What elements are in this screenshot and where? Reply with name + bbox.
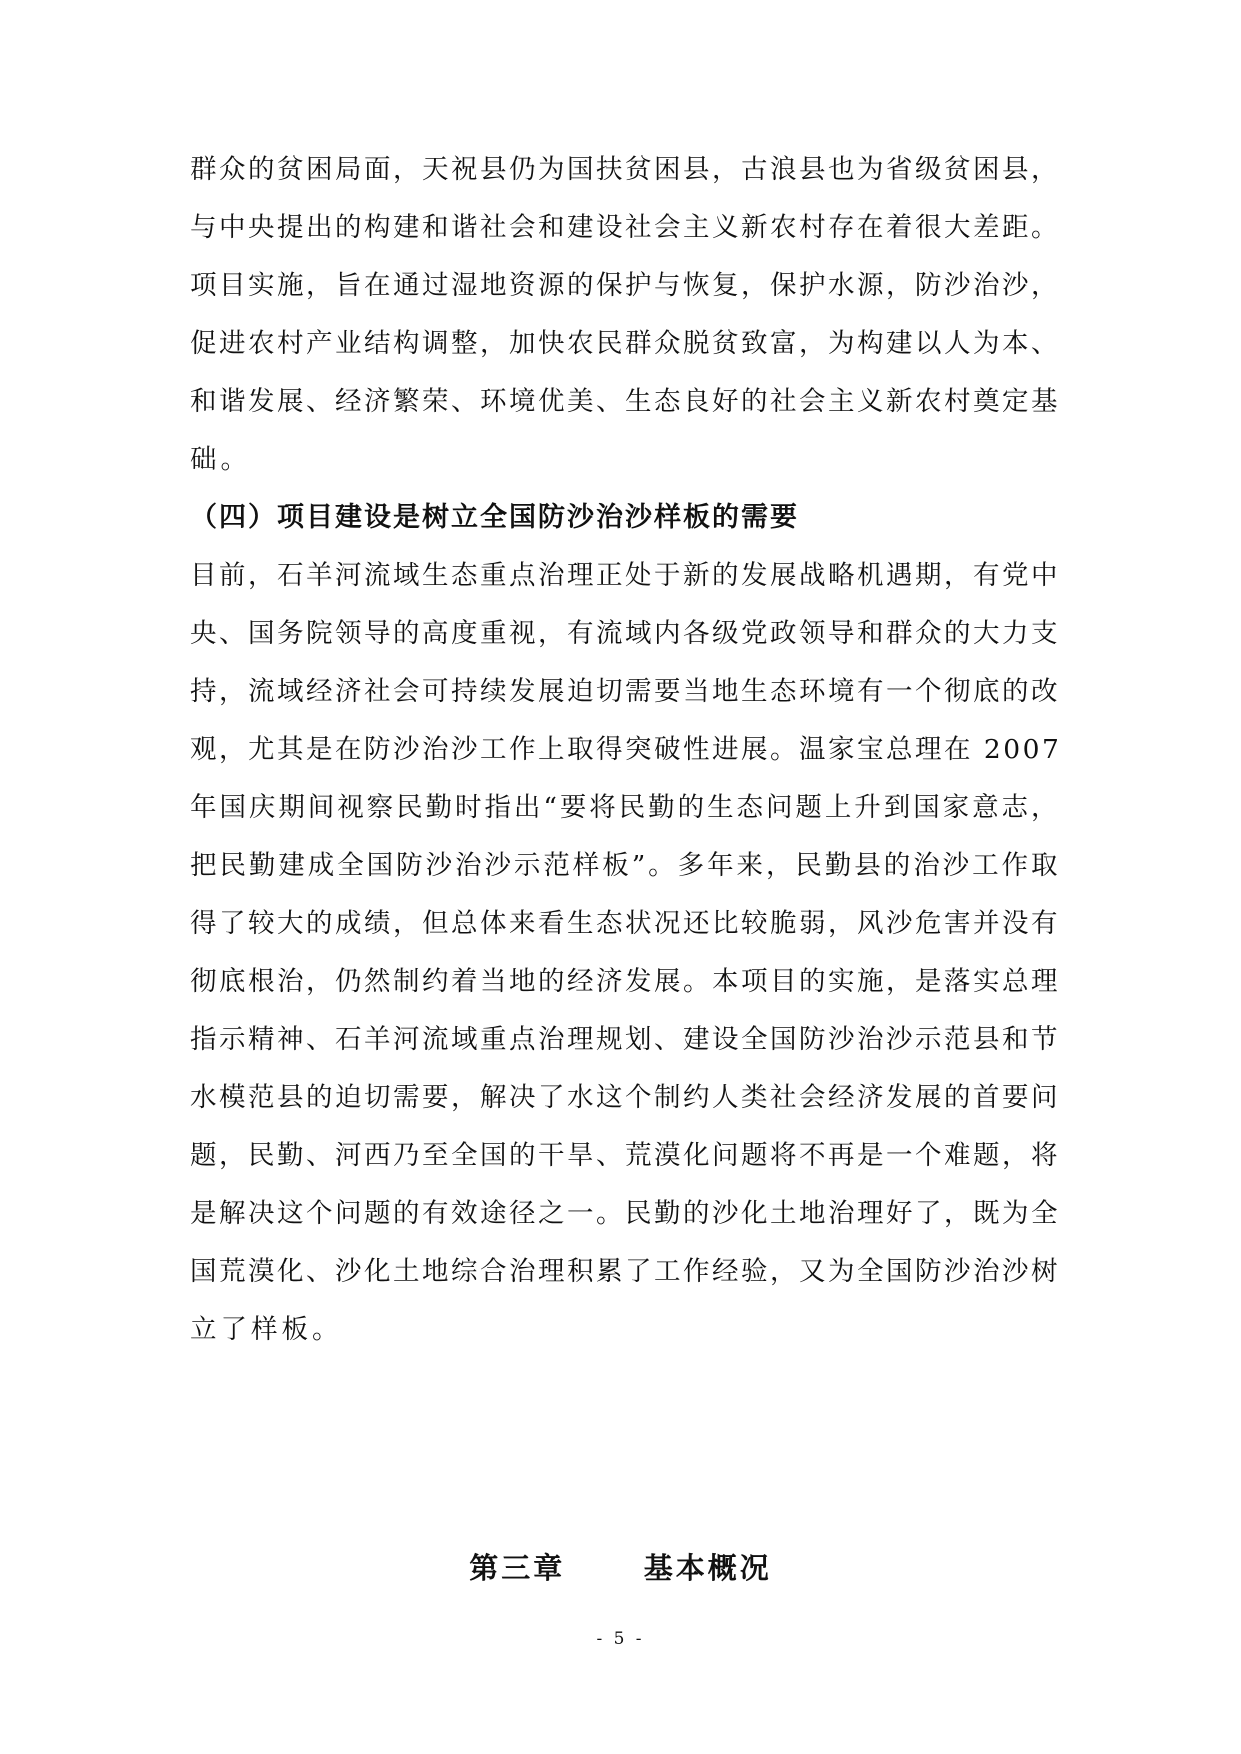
text-line: 与中央提出的构建和谐社会和建设社会主义新农村存在着很大差距。 — [190, 212, 1060, 243]
chapter-title: 第三章 基本概况 — [469, 1551, 772, 1585]
text-line: 央、国务院领导的高度重视，有流域内各级党政领导和群众的大力支 — [190, 618, 1060, 649]
text-line: 指示精神、石羊河流域重点治理规划、建设全国防沙治沙示范县和节 — [190, 1024, 1060, 1055]
text-line: 群众的贫困局面，天祝县仍为国扶贫困县，古浪县也为省级贫困县， — [190, 154, 1060, 185]
text-line: 促进农村产业结构调整，加快农民群众脱贫致富，为构建以人为本、 — [190, 328, 1060, 359]
text-line: 和谐发展、经济繁荣、环境优美、生态良好的社会主义新农村奠定基 — [190, 386, 1060, 417]
text-line: 立了样板。 — [190, 1314, 343, 1345]
text-line: 年国庆期间视察民勤时指出“要将民勤的生态问题上升到国家意志， — [190, 792, 1060, 823]
text-line: 础。 — [190, 444, 251, 475]
text-line: 观，尤其是在防沙治沙工作上取得突破性进展。温家宝总理在 2007 — [190, 734, 1062, 765]
text-line: 水模范县的迫切需要，解决了水这个制约人类社会经济发展的首要问 — [190, 1082, 1060, 1113]
text-line: 是解决这个问题的有效途径之一。民勤的沙化土地治理好了，既为全 — [190, 1198, 1060, 1229]
section-heading: （四）项目建设是树立全国防沙治沙样板的需要 — [190, 502, 799, 533]
text-line: 题，民勤、河西乃至全国的干旱、荒漠化问题将不再是一个难题，将 — [190, 1140, 1060, 1171]
text-line: 目前，石羊河流域生态重点治理正处于新的发展战略机遇期，有党中 — [190, 560, 1060, 591]
text-line: 持，流域经济社会可持续发展迫切需要当地生态环境有一个彻底的改 — [190, 676, 1060, 707]
text-line: 国荒漠化、沙化土地综合治理积累了工作经验，又为全国防沙治沙树 — [190, 1256, 1060, 1287]
page-number: - 5 - — [596, 1629, 645, 1649]
text-line: 得了较大的成绩，但总体来看生态状况还比较脆弱，风沙危害并没有 — [190, 908, 1060, 939]
text-line: 彻底根治，仍然制约着当地的经济发展。本项目的实施，是落实总理 — [190, 966, 1060, 997]
text-line: 把民勤建成全国防沙治沙示范样板”。多年来，民勤县的治沙工作取 — [190, 850, 1060, 881]
text-line: 项目实施，旨在通过湿地资源的保护与恢复，保护水源，防沙治沙， — [190, 270, 1060, 301]
